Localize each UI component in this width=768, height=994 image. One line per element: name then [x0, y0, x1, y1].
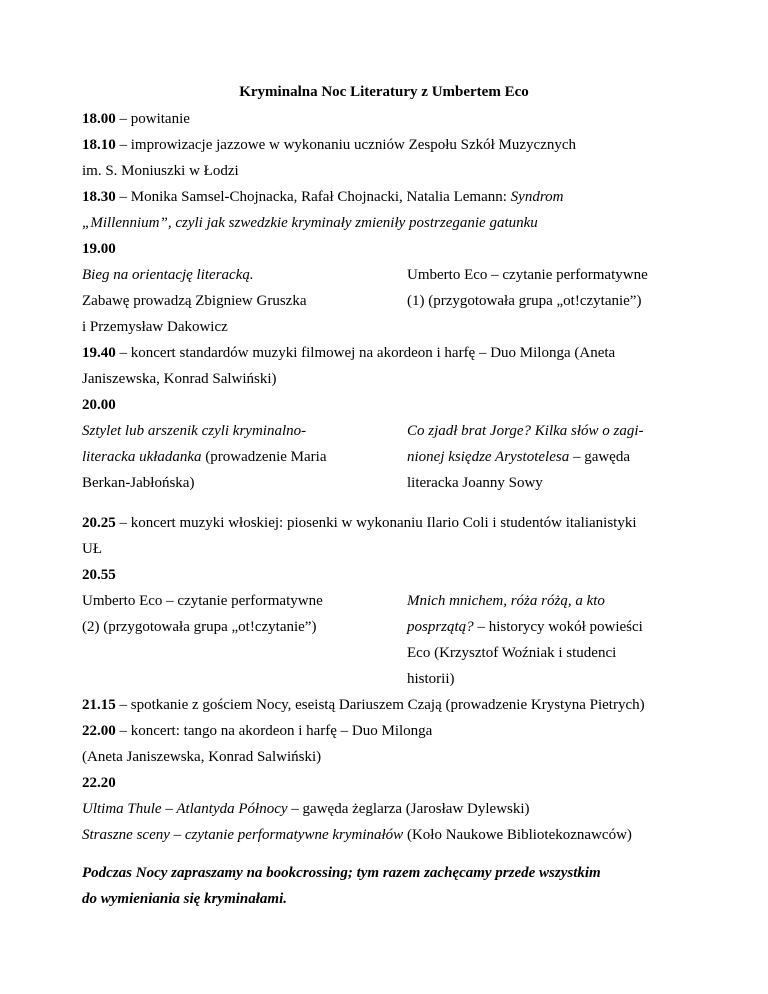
time-label: 22.00 — [82, 723, 116, 739]
left-col-line: Berkan-Jabłońska) — [82, 475, 195, 491]
time-heading-2000: 20.00 — [82, 397, 116, 413]
left-col-line: i Przemysław Dakowicz — [82, 319, 228, 335]
left-col-line: (2) (przygotowała grupa „ot!czytanie”) — [82, 619, 317, 635]
left-col-line: Sztylet lub arszenik czyli kryminalno- — [82, 423, 307, 439]
right-col-line: literacka Joanny Sowy — [407, 475, 543, 491]
left-col-line: Zabawę prowadzą Zbigniew Gruszka — [82, 293, 307, 309]
regular-part: (Koło Naukowe Bibliotekoznawców) — [403, 827, 632, 843]
entry-text: – improwizacje jazzowe w wykonaniu uczniów Zespołu Szkół Muzycznych — [115, 137, 577, 153]
entry-text: – powitanie — [115, 111, 190, 127]
program-entry-2200 — [82, 721, 432, 741]
closing-note-continuation: do wymieniania się kryminałami. — [82, 891, 288, 907]
entry-title-italic: Syndrom — [510, 189, 564, 205]
program-entry-1940 — [82, 343, 615, 363]
closing-note: Podczas Nocy zapraszamy na bookcrossing; tym razem zachęcamy przede wszystkim — [82, 865, 601, 881]
program-entry-1830 — [82, 187, 563, 207]
program-entry-2115 — [82, 695, 645, 715]
left-col-line: Umberto Eco – czytanie performatywne — [82, 593, 323, 609]
right-col-line: Eco (Krzysztof Woźniak i studenci — [407, 645, 617, 661]
entry-continuation: (Aneta Janiszewska, Konrad Salwiński) — [82, 749, 322, 765]
program-entry-2025 — [82, 513, 637, 533]
right-col-line: Mnich mnichem, róża różą, a kto — [407, 593, 605, 609]
time-label: 20.25 — [82, 515, 116, 531]
entry-title-continuation: „Millennium”, czyli jak szwedzkie kryminały zmieniły postrzeganie gatunku — [82, 215, 538, 231]
italic-part: Straszne sceny – czytanie performatywne kryminałów — [82, 827, 404, 843]
italic-part: posprzątą? — [407, 619, 474, 635]
entry-text: – koncert muzyki włoskiej: piosenki w wykonaniu Ilario Coli i studentów italianistyki — [115, 515, 637, 531]
right-col-line — [407, 617, 643, 637]
time-heading-2220: 22.20 — [82, 775, 116, 791]
right-col-line: Co zjadł brat Jorge? Kilka słów o zagi- — [407, 423, 644, 439]
italic-part: nionej księdze Arystotelesa — [407, 449, 570, 465]
regular-part: – historycy wokół powieści — [473, 619, 643, 635]
program-entry-2220-a — [82, 799, 530, 819]
entry-continuation: im. S. Moniuszki w Łodzi — [82, 163, 239, 179]
entry-text: – koncert standardów muzyki filmowej na akordeon i harfę – Duo Milonga (Aneta — [115, 345, 616, 361]
regular-part: – gawęda żeglarza (Jarosław Dylewski) — [287, 801, 530, 817]
entry-text: – spotkanie z gościem Nocy, eseistą Dariuszem Czają (prowadzenie Krystyna Pietrych) — [115, 697, 645, 713]
time-label: 18.00 — [82, 111, 116, 127]
time-label: 21.15 — [82, 697, 116, 713]
time-label: 18.30 — [82, 189, 116, 205]
time-heading-2055: 20.55 — [82, 567, 116, 583]
left-col-line: Bieg na orientację literacką. — [82, 267, 254, 283]
right-col-line — [407, 447, 630, 467]
page-title: Kryminalna Noc Literatury z Umbertem Eco — [239, 84, 529, 100]
entry-text: – Monika Samsel-Chojnacka, Rafał Chojnacki, Natalia Lemann: — [115, 189, 511, 205]
time-label: 19.40 — [82, 345, 116, 361]
entry-continuation: UŁ — [82, 541, 102, 557]
time-label: 18.10 — [82, 137, 116, 153]
regular-part: – gawęda — [569, 449, 630, 465]
entry-text: – koncert: tango na akordeon i harfę – Duo Milonga — [115, 723, 433, 739]
right-col-line: Umberto Eco – czytanie performatywne — [407, 267, 648, 283]
entry-continuation: Janiszewska, Konrad Salwiński) — [82, 371, 277, 387]
program-entry-2220-b — [82, 825, 632, 845]
program-entry-1800 — [82, 109, 190, 129]
program-entry-1810 — [82, 135, 576, 155]
right-col-line: historii) — [407, 671, 455, 687]
regular-part: (prowadzenie Maria — [201, 449, 327, 465]
left-col-line — [82, 447, 326, 467]
italic-part: Ultima Thule – Atlantyda Północy — [82, 801, 288, 817]
time-heading-1900: 19.00 — [82, 241, 116, 257]
italic-part: literacka układanka — [82, 449, 202, 465]
right-col-line: (1) (przygotowała grupa „ot!czytanie”) — [407, 293, 642, 309]
